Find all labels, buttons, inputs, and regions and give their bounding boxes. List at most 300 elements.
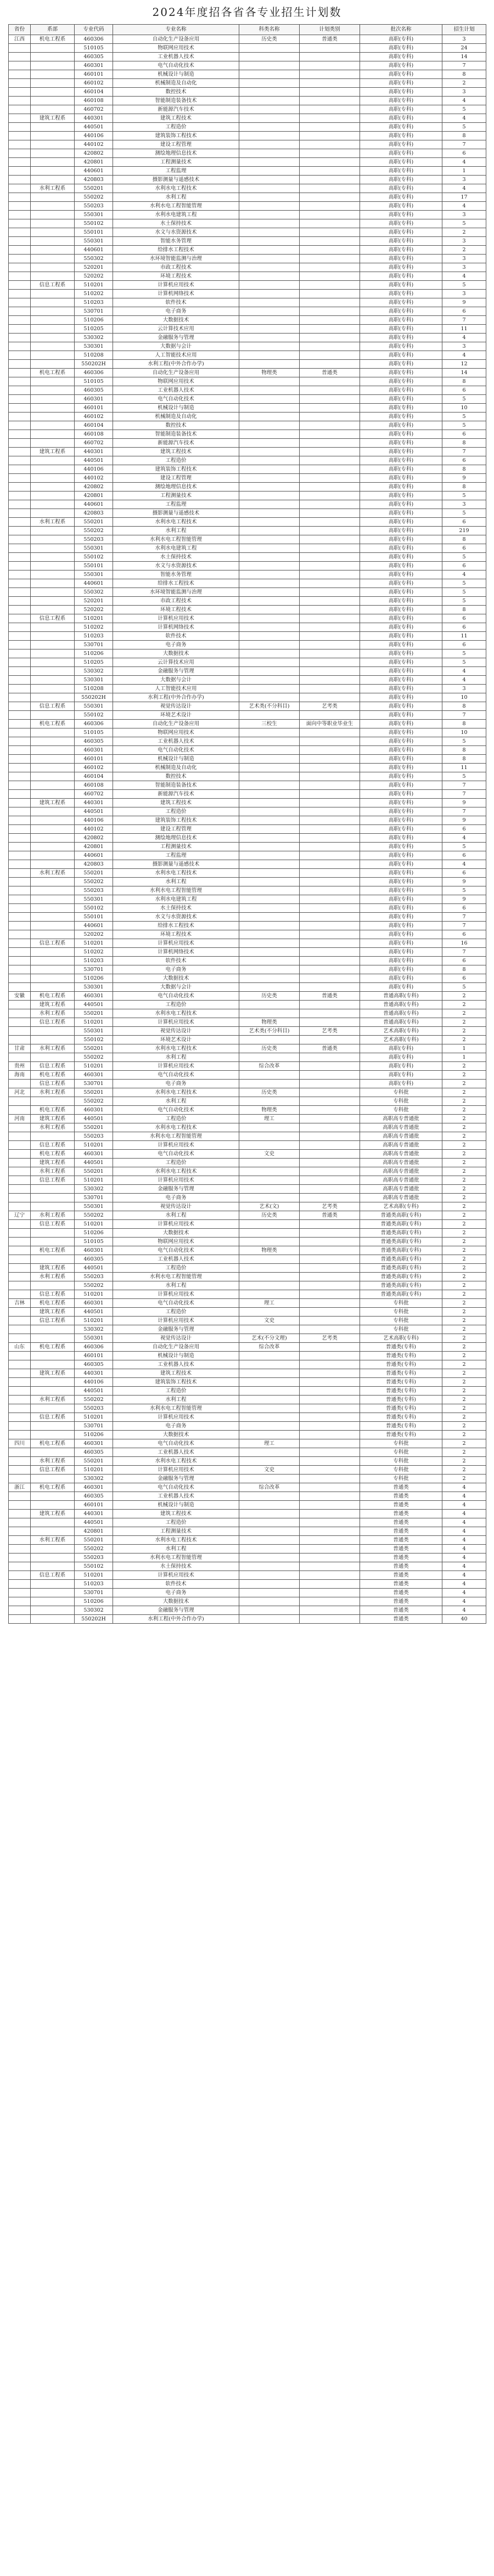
batch-cell: 高职(专科): [360, 790, 442, 799]
major-code-cell: 510205: [75, 658, 113, 667]
table-row: [9, 290, 486, 298]
quota-cell: 8: [442, 720, 486, 728]
subject-category-cell: [239, 649, 300, 658]
quota-cell: 5: [442, 597, 486, 606]
province-cell: [9, 1036, 31, 1044]
major-code-cell: 460305: [75, 1255, 113, 1264]
plan-type-cell: [300, 342, 360, 351]
major-name-cell: 水环境智能监测与治理: [113, 255, 239, 263]
major-code-cell: 550201: [75, 518, 113, 527]
plan-type-cell: [300, 1553, 360, 1562]
plan-type-cell: [300, 728, 360, 737]
subject-category-cell: [239, 53, 300, 61]
major-name-cell: 水文与水资源技术: [113, 228, 239, 237]
major-name-cell: 计算机应用技术: [113, 1176, 239, 1185]
batch-cell: 高职(专科): [360, 535, 442, 544]
quota-cell: 2: [442, 1211, 486, 1220]
subject-category-cell: [239, 255, 300, 263]
batch-cell: 高职(专科): [360, 44, 442, 53]
plan-type-cell: [300, 623, 360, 632]
department-cell: 信息工程系: [31, 281, 75, 290]
table-row: [9, 1466, 486, 1475]
quota-cell: 10: [442, 404, 486, 413]
department-cell: 建筑工程系: [31, 114, 75, 123]
department-cell: [31, 807, 75, 816]
major-name-cell: 电子商务: [113, 641, 239, 649]
plan-type-cell: [300, 1589, 360, 1597]
subject-category-cell: [239, 272, 300, 281]
quota-cell: 5: [442, 649, 486, 658]
department-cell: 建筑工程系: [31, 1264, 75, 1273]
quota-cell: 4: [442, 158, 486, 167]
province-cell: [9, 1422, 31, 1431]
major-name-cell: 水利水电工程技术: [113, 1123, 239, 1132]
plan-type-cell: [300, 781, 360, 790]
province-cell: [9, 202, 31, 211]
quota-cell: 5: [442, 281, 486, 290]
quota-cell: 2: [442, 1001, 486, 1009]
plan-type-cell: [300, 588, 360, 597]
department-cell: [31, 413, 75, 421]
batch-cell: 高职(专科): [360, 755, 442, 764]
province-cell: [9, 1545, 31, 1553]
major-code-cell: 550203: [75, 1404, 113, 1413]
batch-cell: 高职(专科): [360, 369, 442, 377]
province-cell: [9, 860, 31, 869]
province-cell: [9, 1018, 31, 1027]
plan-type-cell: [300, 1527, 360, 1536]
plan-type-cell: [300, 53, 360, 61]
department-cell: [31, 123, 75, 132]
province-cell: [9, 755, 31, 764]
batch-cell: 普通类(专科): [360, 1387, 442, 1396]
table-row: [9, 1009, 486, 1018]
table-row: [9, 1413, 486, 1422]
major-name-cell: 水利工程(中外合作办学): [113, 1615, 239, 1624]
province-cell: [9, 667, 31, 676]
subject-category-cell: 物理类: [239, 1018, 300, 1027]
plan-type-cell: [300, 1396, 360, 1404]
subject-category-cell: [239, 1255, 300, 1264]
plan-type-cell: 艺考类: [300, 1334, 360, 1343]
batch-cell: 高职(专科): [360, 632, 442, 641]
subject-category-cell: [239, 579, 300, 588]
plan-type-cell: [300, 1115, 360, 1123]
quota-cell: 11: [442, 632, 486, 641]
subject-category-cell: [239, 123, 300, 132]
plan-type-cell: [300, 1036, 360, 1044]
province-cell: [9, 851, 31, 860]
plan-type-cell: [300, 1571, 360, 1580]
major-name-cell: 水利水电工程技术: [113, 1457, 239, 1466]
province-cell: [9, 1308, 31, 1317]
province-cell: [9, 1185, 31, 1194]
batch-cell: 专科批: [360, 1097, 442, 1106]
quota-cell: 2: [442, 1106, 486, 1115]
table-row: [9, 825, 486, 834]
department-cell: [31, 570, 75, 579]
table-row: [9, 1185, 486, 1194]
department-cell: 信息工程系: [31, 1317, 75, 1325]
major-name-cell: 环境工程技术: [113, 606, 239, 614]
quota-cell: 4: [442, 184, 486, 193]
major-code-cell: 440501: [75, 1159, 113, 1167]
province-cell: [9, 140, 31, 149]
subject-category-cell: [239, 386, 300, 395]
department-cell: 建筑工程系: [31, 1510, 75, 1518]
table-row: [9, 755, 486, 764]
department-cell: 水利工程系: [31, 1396, 75, 1404]
province-cell: [9, 649, 31, 658]
major-name-cell: 水利水电工程技术: [113, 1088, 239, 1097]
major-code-cell: 440501: [75, 1264, 113, 1273]
batch-cell: 高职(专科): [360, 228, 442, 237]
plan-type-cell: [300, 1615, 360, 1624]
batch-cell: 高职(专科): [360, 237, 442, 246]
quota-cell: 8: [442, 377, 486, 386]
major-name-cell: 机械制造及自动化: [113, 413, 239, 421]
major-name-cell: 机械制造及自动化: [113, 764, 239, 772]
batch-cell: 高职(专科): [360, 957, 442, 965]
major-code-cell: 550301: [75, 237, 113, 246]
table-row: [9, 413, 486, 421]
major-code-cell: 550201: [75, 1123, 113, 1132]
province-cell: [9, 1317, 31, 1325]
table-row: [9, 1150, 486, 1159]
major-code-cell: 440501: [75, 1387, 113, 1396]
batch-cell: 专科批: [360, 1439, 442, 1448]
table-row: [9, 702, 486, 711]
batch-cell: 普通类高职(专科): [360, 1281, 442, 1290]
major-code-cell: 510203: [75, 632, 113, 641]
subject-category-cell: [239, 61, 300, 70]
major-name-cell: 水利工程: [113, 1281, 239, 1290]
subject-category-cell: [239, 807, 300, 816]
major-name-cell: 工业机器人技术: [113, 1255, 239, 1264]
quota-cell: 2: [442, 1255, 486, 1264]
quota-cell: 2: [442, 1123, 486, 1132]
batch-cell: 高职(专科): [360, 860, 442, 869]
quota-cell: 2: [442, 1448, 486, 1457]
batch-cell: 高职(专科): [360, 623, 442, 632]
quota-cell: 2: [442, 1396, 486, 1404]
batch-cell: 高职(专科): [360, 869, 442, 878]
major-code-cell: 550102: [75, 711, 113, 720]
major-name-cell: 自动化生产设备应用: [113, 1343, 239, 1352]
department-cell: 信息工程系: [31, 1176, 75, 1185]
subject-category-cell: [239, 1273, 300, 1281]
major-code-cell: 510206: [75, 649, 113, 658]
plan-type-cell: [300, 1439, 360, 1448]
batch-cell: 高职高专普通批: [360, 1132, 442, 1141]
department-cell: [31, 404, 75, 413]
major-name-cell: 建筑工程技术: [113, 1369, 239, 1378]
department-cell: 机电工程系: [31, 369, 75, 377]
province-cell: [9, 456, 31, 465]
department-cell: [31, 334, 75, 342]
plan-type-cell: [300, 1308, 360, 1317]
table-row: [9, 693, 486, 702]
table-row: [9, 1115, 486, 1123]
plan-type-cell: [300, 799, 360, 807]
batch-cell: 高职(专科): [360, 667, 442, 676]
major-name-cell: 测绘地理信息技术: [113, 149, 239, 158]
subject-category-cell: [239, 114, 300, 123]
major-code-cell: 460104: [75, 421, 113, 430]
plan-type-cell: [300, 61, 360, 70]
major-name-cell: 视觉传达设计: [113, 1202, 239, 1211]
subject-category-cell: [239, 149, 300, 158]
plan-type-cell: [300, 930, 360, 939]
major-name-cell: 软件技术: [113, 632, 239, 641]
batch-cell: 高职(专科): [360, 702, 442, 711]
major-name-cell: 金融服务与管理: [113, 1606, 239, 1615]
department-cell: [31, 79, 75, 88]
quota-cell: 2: [442, 1202, 486, 1211]
major-name-cell: 工程造价: [113, 1159, 239, 1167]
department-cell: [31, 237, 75, 246]
department-cell: [31, 649, 75, 658]
major-code-cell: 530701: [75, 1589, 113, 1597]
department-cell: [31, 588, 75, 597]
plan-type-cell: [300, 1123, 360, 1132]
quota-cell: 8: [442, 702, 486, 711]
department-cell: 建筑工程系: [31, 1115, 75, 1123]
department-cell: 水利工程系: [31, 1088, 75, 1097]
plan-type-cell: [300, 149, 360, 158]
department-cell: [31, 922, 75, 930]
table-row: [9, 1132, 486, 1141]
subject-category-cell: [239, 772, 300, 781]
province-cell: [9, 562, 31, 570]
major-name-cell: 大数据技术: [113, 316, 239, 325]
table-row: [9, 281, 486, 290]
quota-cell: 2: [442, 992, 486, 1001]
province-cell: [9, 790, 31, 799]
major-code-cell: 440106: [75, 465, 113, 474]
province-cell: [9, 509, 31, 518]
quota-cell: 4: [442, 1580, 486, 1589]
batch-cell: 普通类: [360, 1483, 442, 1492]
table-row: [9, 167, 486, 176]
department-cell: [31, 948, 75, 957]
batch-cell: 普通类高职(专科): [360, 1264, 442, 1273]
subject-category-cell: [239, 1527, 300, 1536]
plan-type-cell: [300, 711, 360, 720]
department-cell: [31, 456, 75, 465]
plan-type-cell: [300, 1501, 360, 1510]
department-cell: [31, 61, 75, 70]
quota-cell: 5: [442, 843, 486, 851]
province-cell: [9, 693, 31, 702]
major-name-cell: 水利水电工程技术: [113, 869, 239, 878]
department-cell: [31, 895, 75, 904]
major-code-cell: 440102: [75, 474, 113, 483]
batch-cell: 高职(专科): [360, 465, 442, 474]
department-cell: [31, 904, 75, 913]
plan-type-cell: [300, 404, 360, 413]
table-row: [9, 930, 486, 939]
batch-cell: 高职(专科): [360, 939, 442, 948]
table-row: [9, 404, 486, 413]
plan-type-cell: [300, 579, 360, 588]
table-row: [9, 1194, 486, 1202]
major-name-cell: 计算机应用技术: [113, 1220, 239, 1229]
quota-cell: 2: [442, 1071, 486, 1080]
table-row: [9, 939, 486, 948]
province-cell: [9, 939, 31, 948]
quota-cell: 6: [442, 614, 486, 623]
table-row: [9, 1097, 486, 1106]
major-code-cell: 550101: [75, 228, 113, 237]
major-code-cell: 510201: [75, 1062, 113, 1071]
major-name-cell: 水利水电工程智能管理: [113, 886, 239, 895]
table-row: [9, 1404, 486, 1413]
batch-cell: 高职(专科): [360, 649, 442, 658]
subject-category-cell: [239, 88, 300, 97]
major-code-cell: 530701: [75, 1080, 113, 1088]
province-cell: [9, 658, 31, 667]
quota-cell: 5: [442, 588, 486, 597]
major-code-cell: 460702: [75, 105, 113, 114]
table-row: [9, 1422, 486, 1431]
province-cell: [9, 61, 31, 70]
major-name-cell: 水利水电工程技术: [113, 518, 239, 527]
batch-cell: 高职(专科): [360, 948, 442, 957]
province-cell: [9, 1123, 31, 1132]
province-cell: [9, 1238, 31, 1246]
subject-category-cell: [239, 904, 300, 913]
plan-type-cell: [300, 597, 360, 606]
batch-cell: 高职(专科): [360, 965, 442, 974]
department-cell: 水利工程系: [31, 1273, 75, 1281]
major-code-cell: 550301: [75, 1202, 113, 1211]
subject-category-cell: [239, 1325, 300, 1334]
plan-type-cell: [300, 228, 360, 237]
quota-cell: 9: [442, 298, 486, 307]
province-cell: [9, 641, 31, 649]
table-row: [9, 1202, 486, 1211]
plan-type-cell: [300, 1255, 360, 1264]
batch-cell: 高职(专科): [360, 1044, 442, 1053]
major-code-cell: 510206: [75, 1597, 113, 1606]
province-cell: 浙江: [9, 1483, 31, 1492]
quota-cell: 8: [442, 483, 486, 492]
department-cell: [31, 167, 75, 176]
quota-cell: 5: [442, 413, 486, 421]
subject-category-cell: [239, 456, 300, 465]
plan-type-cell: [300, 334, 360, 342]
quota-cell: 2: [442, 1246, 486, 1255]
subject-category-cell: [239, 632, 300, 641]
plan-type-cell: [300, 237, 360, 246]
batch-cell: 高职(专科): [360, 149, 442, 158]
batch-cell: 高职(专科): [360, 474, 442, 483]
province-cell: [9, 948, 31, 957]
department-cell: [31, 1027, 75, 1036]
batch-cell: 高职(专科): [360, 360, 442, 369]
plan-type-cell: [300, 939, 360, 948]
department-cell: [31, 176, 75, 184]
major-code-cell: 460102: [75, 79, 113, 88]
province-cell: [9, 1562, 31, 1571]
subject-category-cell: [239, 1141, 300, 1150]
department-cell: [31, 632, 75, 641]
table-row: [9, 1036, 486, 1044]
quota-cell: 6: [442, 544, 486, 553]
province-cell: [9, 904, 31, 913]
subject-category-cell: [239, 290, 300, 298]
department-cell: [31, 325, 75, 334]
subject-category-cell: [239, 1580, 300, 1589]
major-name-cell: 环境艺术设计: [113, 711, 239, 720]
table-row: [9, 983, 486, 992]
header-major-name: 专业名称: [113, 25, 239, 35]
plan-type-cell: [300, 500, 360, 509]
province-cell: 辽宁: [9, 1211, 31, 1220]
major-code-cell: 530301: [75, 342, 113, 351]
major-name-cell: 水利工程: [113, 1097, 239, 1106]
department-cell: [31, 53, 75, 61]
plan-type-cell: [300, 1281, 360, 1290]
table-row: [9, 158, 486, 167]
batch-cell: 高职(专科): [360, 737, 442, 746]
province-cell: [9, 193, 31, 202]
plan-type-cell: [300, 816, 360, 825]
major-name-cell: 软件技术: [113, 957, 239, 965]
subject-category-cell: [239, 869, 300, 878]
quota-cell: 3: [442, 237, 486, 246]
major-code-cell: 550203: [75, 535, 113, 544]
plan-type-cell: [300, 140, 360, 149]
plan-type-cell: [300, 606, 360, 614]
plan-type-cell: [300, 290, 360, 298]
major-name-cell: 环境艺术设计: [113, 1036, 239, 1044]
major-name-cell: 电气自动化技术: [113, 1246, 239, 1255]
major-name-cell: 工程造价: [113, 1264, 239, 1273]
table-row: [9, 132, 486, 140]
province-cell: [9, 53, 31, 61]
quota-cell: 2: [442, 1159, 486, 1167]
subject-category-cell: [239, 79, 300, 88]
table-row: [9, 1527, 486, 1536]
batch-cell: 普通高职(专科): [360, 1018, 442, 1027]
table-row: [9, 1229, 486, 1238]
department-cell: [31, 1597, 75, 1606]
province-cell: [9, 1255, 31, 1264]
major-code-cell: 460305: [75, 1448, 113, 1457]
plan-type-cell: [300, 298, 360, 307]
subject-category-cell: [239, 1545, 300, 1553]
quota-cell: 6: [442, 851, 486, 860]
table-row: [9, 1176, 486, 1185]
table-row: [9, 623, 486, 632]
major-name-cell: 计算机应用技术: [113, 1571, 239, 1580]
batch-cell: 高职(专科): [360, 544, 442, 553]
department-cell: 水利工程系: [31, 1536, 75, 1545]
quota-cell: 3: [442, 255, 486, 263]
major-code-cell: 550301: [75, 211, 113, 219]
subject-category-cell: [239, 421, 300, 430]
subject-category-cell: [239, 474, 300, 483]
department-cell: [31, 1185, 75, 1194]
quota-cell: 2: [442, 1115, 486, 1123]
major-code-cell: 460301: [75, 1071, 113, 1080]
plan-type-cell: [300, 834, 360, 843]
subject-category-cell: [239, 377, 300, 386]
province-cell: [9, 351, 31, 360]
table-row: [9, 1457, 486, 1466]
